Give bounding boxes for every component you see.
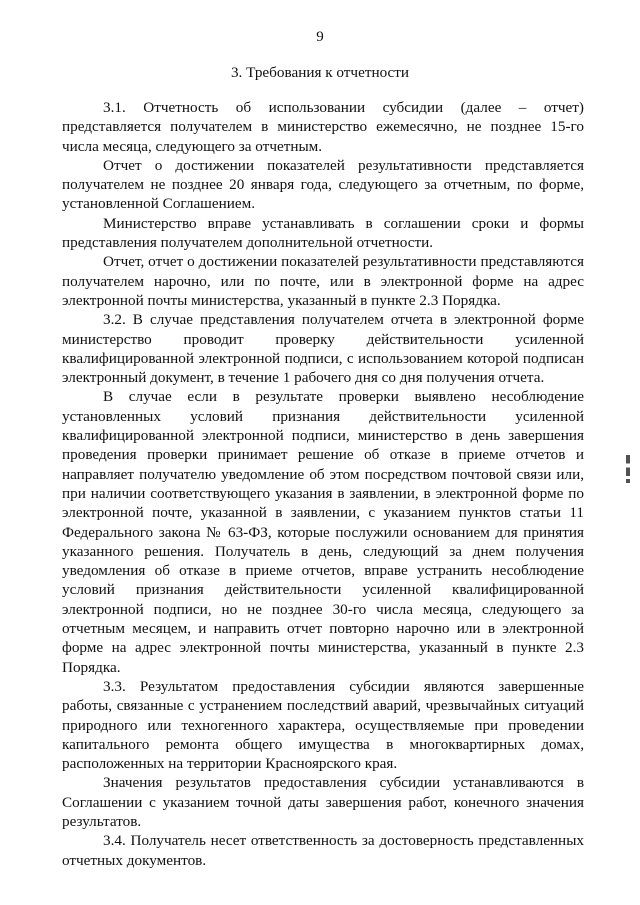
paragraph-verification-failure: В случае если в результате проверки выявлено несоблюдение установленных условий признания действительности усиленной квалифицированной электронной подписи, министерство в день завершения проведения проверки принимает решение об отказе в приеме отчетов и направляет получателю уведомление об этом посредством почтовой связи или, при наличии соответствующего указания в заявлении, в электронной форме по электронной почте, указанной в заявлении, с указанием пунктов статьи 11 Федерального закона № 63-ФЗ, которые послужили основанием для принятия указанного решения. Получатель в день, следующий за днем получения уведомления об отказе в приеме отчетов, вправе устранить несоблюдение условий признания действительности усиленной квалифицированной электронной подписи, но не позднее 30-го числа месяца, следующего за отчетным месяцем, и направить отчет повторно нарочно или в электронной форме на адрес электронной почты министерства, указанный в пункте 2.3 Порядка. [62, 388, 584, 676]
page-number: 9 [316, 29, 324, 45]
margin-scan-mark [626, 455, 630, 483]
paragraph-result-values: Значения результатов предоставления субсидии устанавливаются в Соглашении с указанием точной даты завершения работ, конечного значения результатов. [62, 774, 584, 830]
document-body [62, 98, 584, 870]
section-title: 3. Требования к отчетности [230, 64, 410, 81]
paragraph-indicators-report: Отчет о достижении показателей результативности представляется получателем не позднее 20 января года, следующего за отчетным, по форме, установленной Соглашением. [62, 156, 584, 213]
paragraph-submission-methods: Отчет, отчет о достижении показателей результативности представляются получателем нарочно, или по почте, или в электронной форме на адрес электронной почты министерства, указанный в пункте 2.3 Порядка. [62, 253, 584, 309]
paragraph-3-2: 3.2. В случае представления получателем отчета в электронной форме министерство проводит проверку действительности усиленной квалифицированной электронной подписи, с использованием которой подписан электронный документ, в течение 1 рабочего дня со дня получения отчета. [62, 311, 584, 387]
paragraph-additional-reporting: Министерство вправе устанавливать в соглашении сроки и формы представления получателем дополнительной отчетности. [62, 214, 584, 252]
paragraph-3-3: 3.3. Результатом предоставления субсидии являются завершенные работы, связанные с устранением последствий аварий, чрезвычайных ситуаций природного или техногенного характера, осуществляемые при проведении капитального ремонта общего имущества в многоквартирных домах, расположенных на территории Красноярского края. [62, 677, 584, 773]
paragraph-3-1: 3.1. Отчетность об использовании субсидии (далее – отчет) представляется получателем в министерство ежемесячно, не позднее 15-го числа месяца, следующего за отчетным. [62, 99, 584, 155]
paragraph-3-4: 3.4. Получатель несет ответственность за достоверность представленных отчетных документов. [62, 832, 584, 869]
